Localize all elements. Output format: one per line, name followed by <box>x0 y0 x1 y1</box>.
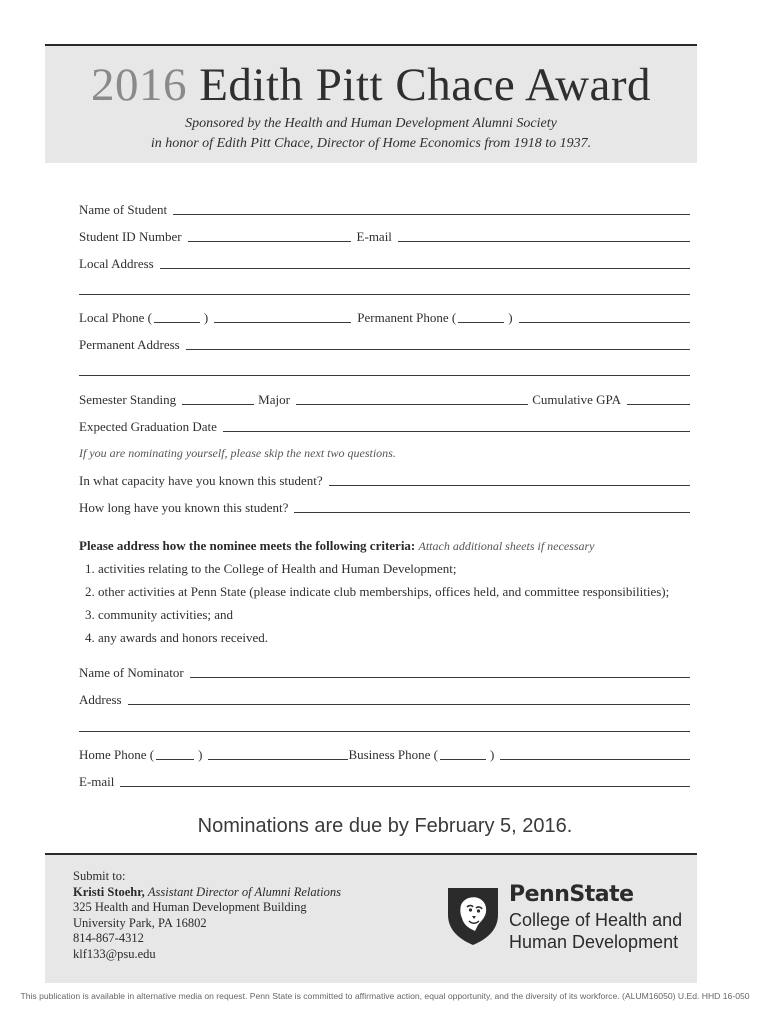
local-address-field[interactable] <box>160 267 690 269</box>
criteria-item: 2. other activities at Penn State (please indicate club memberships, offices held, and committee responsibilities); <box>85 584 670 599</box>
business-phone-field[interactable] <box>500 758 690 760</box>
permanent-address-row <box>79 335 690 353</box>
nominator-email-label: E-mail <box>79 774 115 789</box>
academic-row <box>79 390 690 408</box>
criteria-heading <box>79 538 594 554</box>
submit-label: Submit to: <box>73 869 126 883</box>
graduation-field[interactable] <box>223 430 690 432</box>
local-address-label: Local Address <box>79 256 154 271</box>
submit-address-block <box>73 869 341 962</box>
business-phone-label: Business Phone ( <box>348 747 439 762</box>
semester-standing-label: Semester Standing <box>79 392 177 407</box>
nominator-address-field-line-2[interactable] <box>79 731 690 732</box>
nominator-address-label: Address <box>79 692 122 707</box>
capacity-field[interactable] <box>329 484 690 486</box>
nominator-name-row <box>79 663 690 681</box>
award-name: Edith Pitt Chace Award <box>199 59 652 111</box>
due-date-notice: Nominations are due by February 5, 2016. <box>197 815 573 837</box>
gpa-field[interactable] <box>627 403 690 405</box>
local-address-field-line-2[interactable] <box>79 294 690 295</box>
criteria-item: 4. any awards and honors received. <box>85 630 269 645</box>
how-long-label: How long have you known this student? <box>79 500 289 515</box>
student-name-field[interactable] <box>173 213 690 215</box>
criteria-heading-text: Please address how the nominee meets the following criteria: <box>79 538 416 553</box>
criteria-heading-note: Attach additional sheets if necessary <box>418 539 595 553</box>
award-year: 2016 <box>90 59 187 111</box>
business-phone-area-field[interactable] <box>440 758 486 760</box>
permanent-address-label: Permanent Address <box>79 337 180 352</box>
phone-row <box>79 308 690 326</box>
gpa-label: Cumulative GPA <box>532 392 621 407</box>
business-phone-paren: ) <box>490 747 495 762</box>
sponsor-line-2: in honor of Edith Pitt Chace, Director of Home Economics from 1918 to 1937. <box>150 136 592 151</box>
permanent-phone-paren: ) <box>508 310 513 325</box>
student-name-label: Name of Student <box>79 202 168 217</box>
major-field[interactable] <box>296 403 528 405</box>
fine-print: This publication is available in alternative media on request. Penn State is committed to affirmative action, equal opportunity, and the diversity of its workforce. (ALUM16050) U.Ed. HHD 16-050 <box>20 991 750 1001</box>
nominator-email-field[interactable] <box>120 785 690 787</box>
student-name-row <box>79 200 690 218</box>
local-address-row <box>79 254 690 272</box>
graduation-row <box>79 417 690 435</box>
local-phone-area-field[interactable] <box>154 321 200 323</box>
student-email-label: E-mail <box>356 229 392 244</box>
student-id-row <box>79 227 690 245</box>
major-label: Major <box>258 392 290 407</box>
college-name-line-1: College of Health and <box>509 910 683 930</box>
penn-state-wordmark: PennState <box>509 882 634 907</box>
permanent-phone-field[interactable] <box>519 321 690 323</box>
student-id-label: Student ID Number <box>79 229 182 244</box>
criteria-item: 3. community activities; and <box>85 607 234 622</box>
contact-email[interactable]: klf133@psu.edu <box>73 946 156 961</box>
address-line-2: University Park, PA 16802 <box>73 915 207 930</box>
header-banner <box>45 46 697 163</box>
permanent-address-field[interactable] <box>186 348 690 350</box>
student-email-field[interactable] <box>398 240 690 242</box>
contact-name: Kristi Stoehr, <box>73 884 145 899</box>
how-long-row <box>79 498 690 516</box>
nominator-name-label: Name of Nominator <box>79 665 184 680</box>
home-phone-paren: ) <box>198 747 203 762</box>
graduation-label: Expected Graduation Date <box>79 419 217 434</box>
nominator-email-row <box>79 772 690 790</box>
nittany-lion-shield-icon <box>445 885 501 947</box>
nominator-name-field[interactable] <box>190 676 690 678</box>
student-id-field[interactable] <box>188 240 351 242</box>
nominator-phone-row <box>79 745 690 763</box>
contact-phone: 814-867-4312 <box>73 931 144 945</box>
college-name-line-2: Human Development <box>509 932 679 952</box>
permanent-phone-area-field[interactable] <box>458 321 504 323</box>
footer-banner <box>45 855 697 983</box>
address-line-1: 325 Health and Human Development Building <box>73 900 307 914</box>
contact-title: Assistant Director of Alumni Relations <box>147 884 341 899</box>
home-phone-label: Home Phone ( <box>79 747 155 762</box>
criteria-item: 1. activities relating to the College of Health and Human Development; <box>85 561 457 576</box>
home-phone-field[interactable] <box>208 758 348 760</box>
nominator-address-field[interactable] <box>128 703 690 705</box>
semester-standing-field[interactable] <box>182 403 254 405</box>
local-phone-paren: ) <box>203 310 209 325</box>
local-phone-field[interactable] <box>214 321 351 323</box>
local-phone-label: Local Phone ( <box>79 310 152 325</box>
sponsor-line-1: Sponsored by the Health and Human Development Alumni Society <box>185 116 557 131</box>
home-phone-area-field[interactable] <box>156 758 194 760</box>
award-title <box>45 58 697 112</box>
capacity-row <box>79 471 690 489</box>
permanent-address-field-line-2[interactable] <box>79 375 690 376</box>
self-nomination-note: If you are nominating yourself, please skip the next two questions. <box>79 446 396 460</box>
capacity-label: In what capacity have you known this student? <box>79 473 323 488</box>
penn-state-logo <box>445 882 695 957</box>
how-long-field[interactable] <box>294 511 690 513</box>
nominator-address-row <box>79 690 690 708</box>
permanent-phone-label: Permanent Phone ( <box>357 310 457 325</box>
contact-name-line <box>73 885 341 901</box>
